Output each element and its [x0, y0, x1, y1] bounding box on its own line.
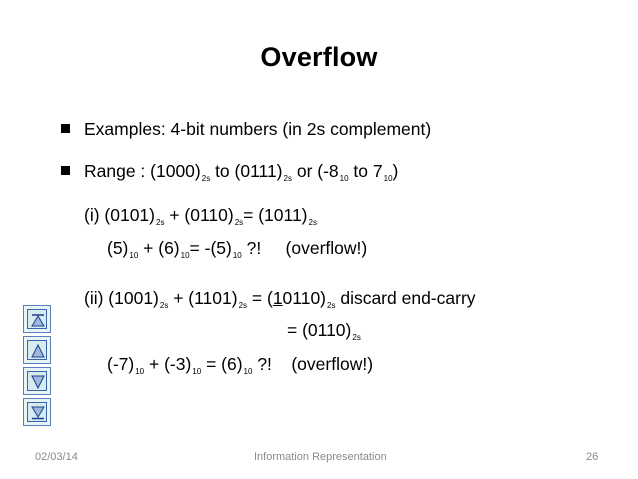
- footer-title: Information Representation: [254, 451, 387, 463]
- carry-bit: 1: [272, 288, 283, 308]
- footer-date: 02/03/14: [35, 451, 78, 463]
- example-i-line-2: $(5)_{10} + (6)_{10}= -(5)_{10}$ ?! (overflow!): [107, 238, 368, 260]
- first-slide-button[interactable]: [23, 305, 51, 333]
- slide-title: Overflow: [260, 42, 378, 72]
- last-slide-icon: [29, 404, 47, 422]
- next-slide-button[interactable]: [23, 367, 51, 395]
- example-i-line-1: (i) $(0101)_{2s} + (0110)_{2s}= (1011)_{2s}$: [84, 205, 317, 227]
- last-slide-button[interactable]: [23, 398, 51, 426]
- example-ii-line-3: $(-7)_{10} + (-3)_{10} = (6)_{10}$ ?! (overflow!): [107, 354, 374, 376]
- bullet-square-icon: [61, 124, 70, 133]
- bullet-range: Range : $(1000)_{2s}$ to $(0111)_{2s}$ or ($-8_{10}$ to $7_{10}$): [84, 161, 399, 183]
- example-ii-line-1: (ii) $(1001)_{2s} + (1101)_{2s} = (10110)_{2s}$ discard end-carry: [84, 288, 476, 310]
- previous-slide-icon: [29, 342, 47, 360]
- first-slide-icon: [29, 311, 47, 329]
- example-ii-line-2: = $(0110)_{2s}$: [287, 320, 361, 342]
- bullet-examples: Examples: 4-bit numbers (in 2s complement): [84, 119, 432, 139]
- next-slide-icon: [29, 373, 47, 391]
- previous-slide-button[interactable]: [23, 336, 51, 364]
- footer-page-number: 26: [586, 451, 599, 463]
- bullet-square-icon: [61, 166, 70, 175]
